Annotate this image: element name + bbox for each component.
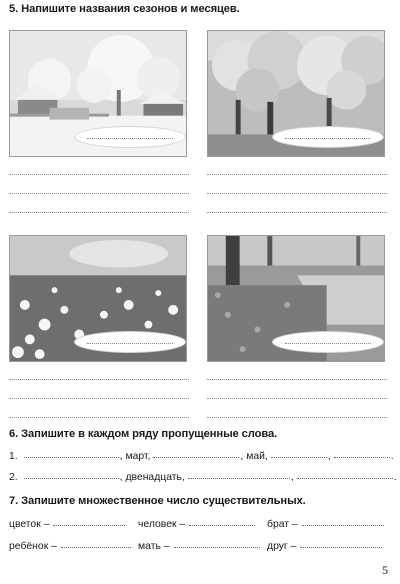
given-word: , — [290, 472, 294, 483]
noun-item — [9, 541, 132, 552]
blank-field[interactable] — [297, 477, 393, 479]
writing-line[interactable] — [207, 174, 387, 175]
blank-field[interactable] — [174, 546, 260, 548]
given-word: , май, — [240, 451, 268, 462]
task6-heading: 6. Запишите в каждом ряду пропущенные слова. — [9, 428, 278, 440]
row-number: 2. — [9, 472, 18, 483]
noun-item — [267, 519, 385, 530]
noun-word: ребёнок – — [9, 541, 57, 552]
row-end: . — [393, 472, 397, 483]
blank-field[interactable] — [153, 456, 239, 458]
writing-line[interactable] — [9, 417, 189, 418]
blank-field[interactable] — [334, 456, 390, 458]
noun-word: мать – — [138, 541, 170, 552]
noun-word: человек – — [138, 519, 186, 530]
writing-line[interactable] — [207, 193, 387, 194]
answer-oval[interactable] — [74, 331, 186, 353]
writing-line[interactable] — [9, 174, 189, 175]
task7-heading: 7. Запишите множественное число существительных. — [9, 495, 306, 507]
given-word: , — [327, 451, 331, 462]
noun-word: друг – — [267, 541, 297, 552]
noun-word: цветок – — [9, 519, 50, 530]
writing-line[interactable] — [9, 193, 189, 194]
noun-item — [138, 519, 256, 530]
blank-field[interactable] — [53, 524, 125, 526]
noun-item — [9, 519, 126, 530]
blank-field[interactable] — [189, 524, 255, 526]
writing-line[interactable] — [9, 398, 189, 399]
noun-item — [267, 541, 383, 552]
noun-item — [138, 541, 261, 552]
writing-line[interactable] — [207, 398, 387, 399]
blank-field[interactable] — [302, 524, 384, 526]
task6-row-2 — [9, 472, 397, 483]
task5-heading: 5. Напишите названия сезонов и месяцев. — [9, 3, 240, 15]
answer-oval[interactable] — [272, 126, 384, 148]
winter-photo — [9, 30, 187, 157]
given-word: , март, — [119, 451, 151, 462]
writing-line[interactable] — [207, 417, 387, 418]
blank-field[interactable] — [188, 477, 290, 479]
row-end: . — [390, 451, 394, 462]
writing-line[interactable] — [9, 379, 189, 380]
writing-line[interactable] — [207, 379, 387, 380]
blank-field[interactable] — [24, 456, 119, 458]
answer-oval[interactable] — [272, 331, 384, 353]
noun-word: брат – — [267, 519, 298, 530]
blank-field[interactable] — [271, 456, 327, 458]
writing-line[interactable] — [9, 212, 189, 213]
summer-photo — [9, 235, 187, 362]
autumn-photo — [207, 235, 385, 362]
task6-row-1 — [9, 451, 394, 462]
row-number: 1. — [9, 451, 18, 462]
answer-oval[interactable] — [74, 126, 186, 148]
spring-photo — [207, 30, 385, 157]
writing-line[interactable] — [207, 212, 387, 213]
given-word: , двенадцать, — [119, 472, 185, 483]
page-number: 5 — [382, 563, 388, 577]
blank-field[interactable] — [300, 546, 382, 548]
blank-field[interactable] — [24, 477, 119, 479]
blank-field[interactable] — [61, 546, 131, 548]
